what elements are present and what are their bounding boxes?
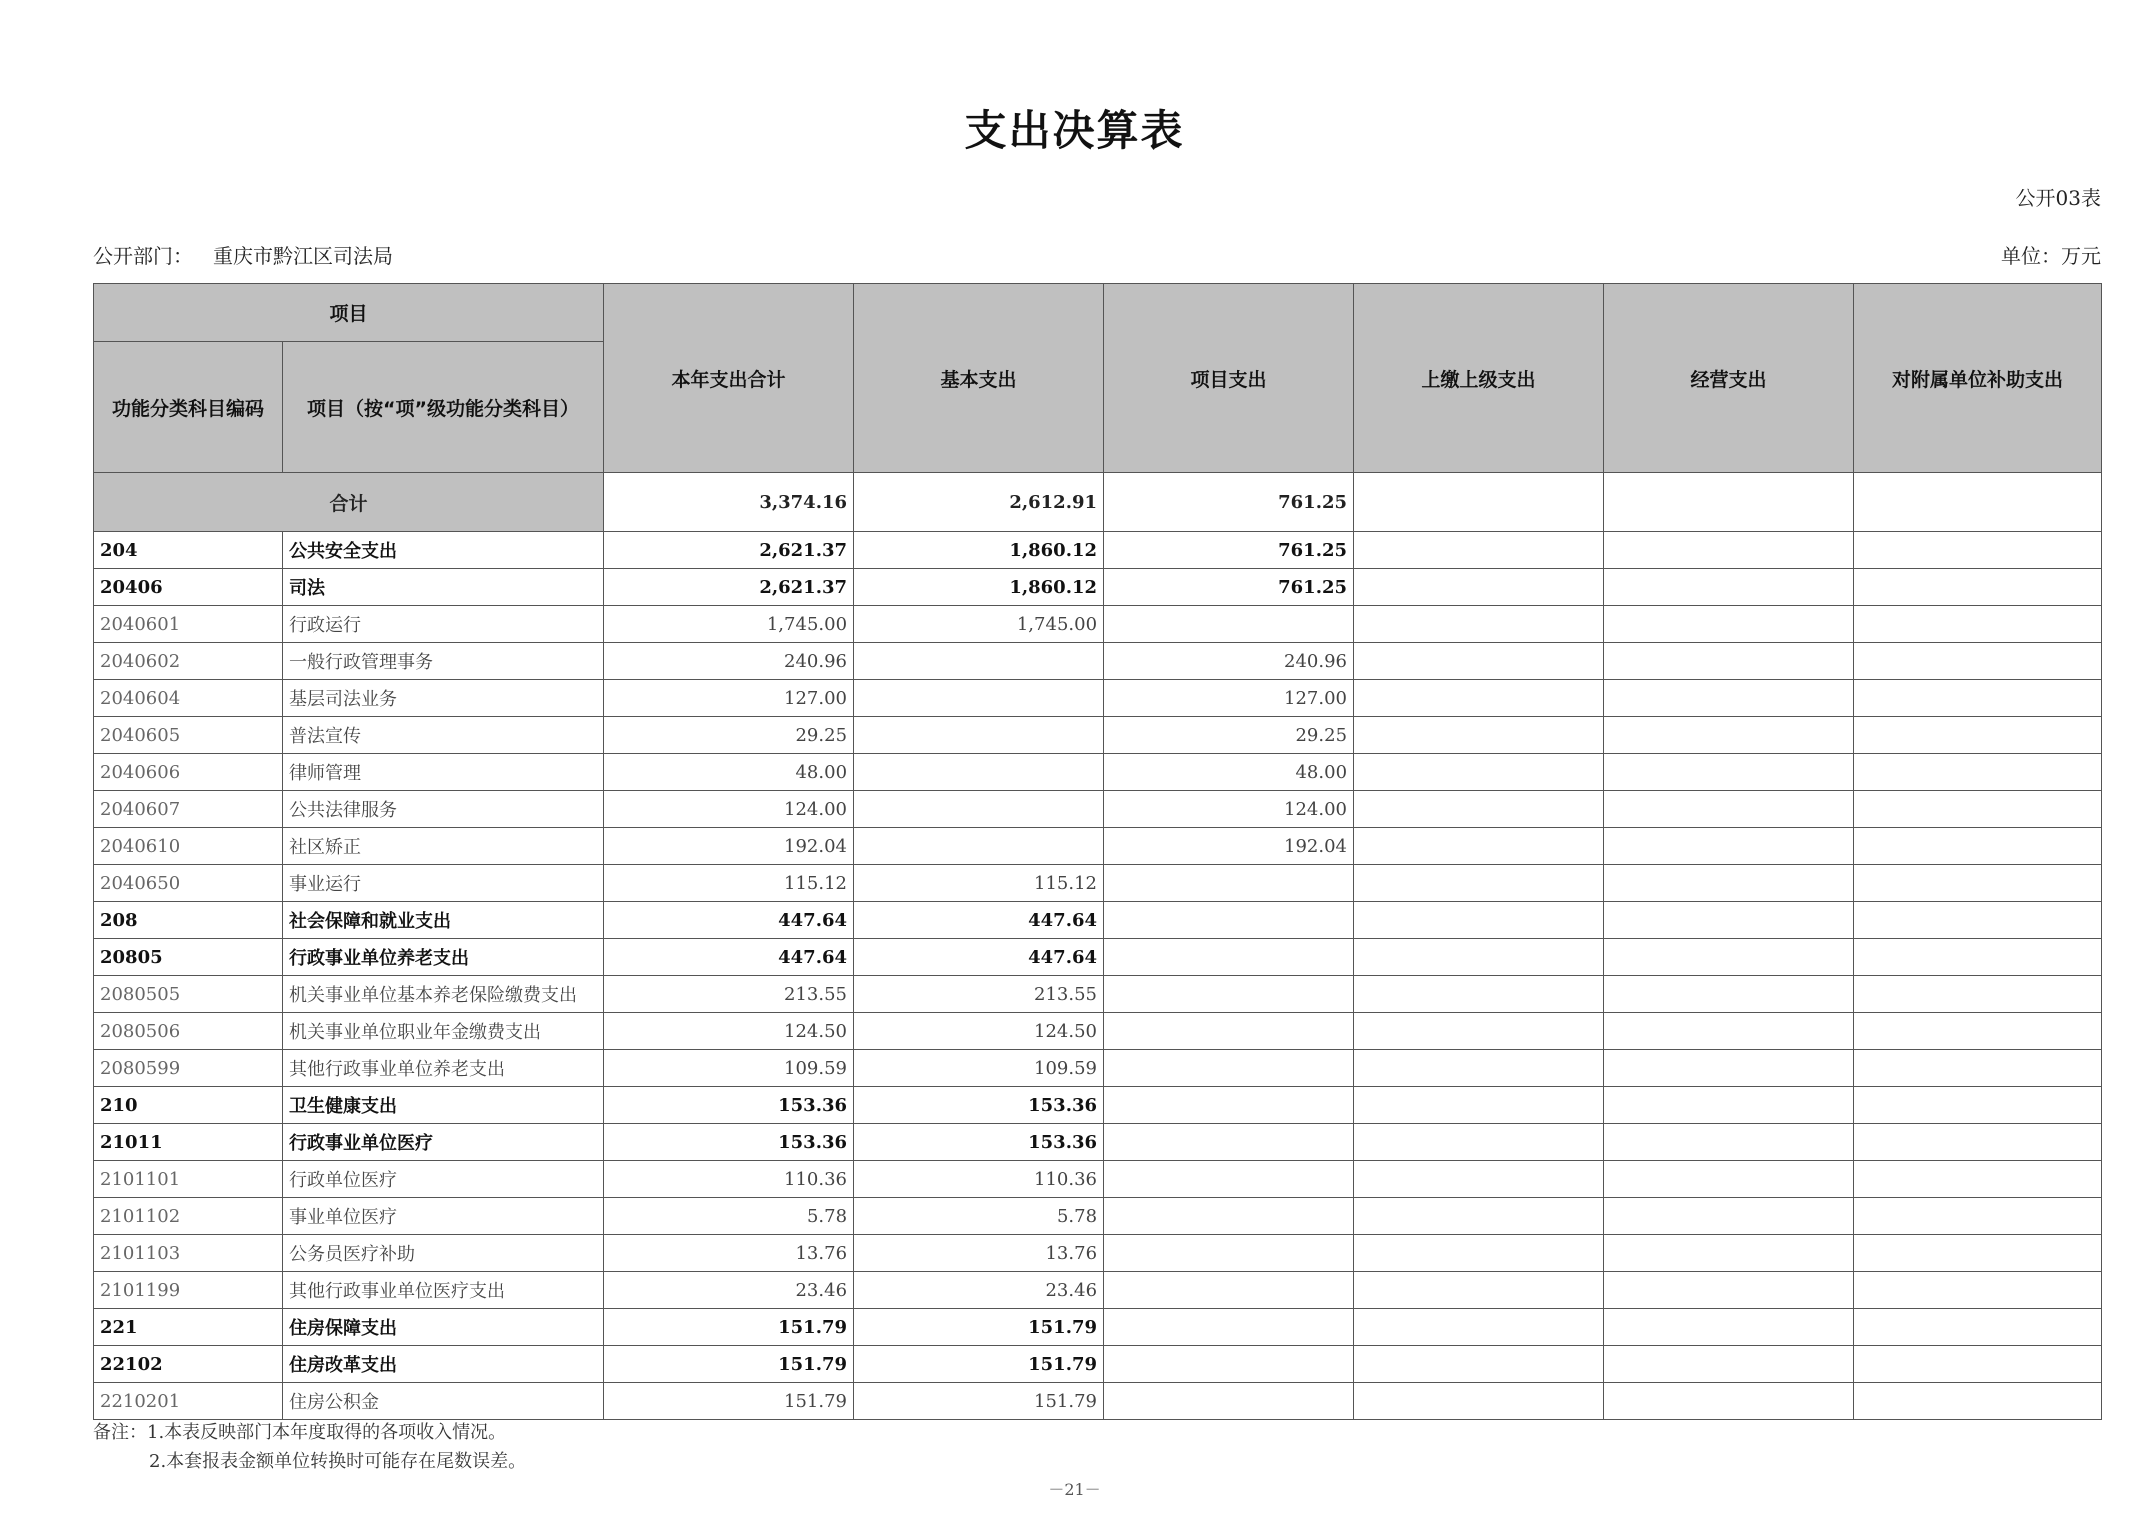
table-row xyxy=(94,939,2102,976)
row-upper-payment xyxy=(1354,865,1604,902)
row-name: 一般行政管理事务 xyxy=(283,643,604,680)
row-name: 普法宣传 xyxy=(283,717,604,754)
row-total: 151.79 xyxy=(604,1346,854,1383)
row-code: 20805 xyxy=(94,939,283,976)
row-upper-payment xyxy=(1354,1013,1604,1050)
row-name: 机关事业单位职业年金缴费支出 xyxy=(283,1013,604,1050)
row-project-expenditure xyxy=(1104,1272,1354,1309)
row-code: 2040601 xyxy=(94,606,283,643)
row-basic: 213.55 xyxy=(854,976,1104,1013)
row-upper-payment xyxy=(1354,1161,1604,1198)
row-project-expenditure xyxy=(1104,606,1354,643)
row-subsidy xyxy=(1854,828,2102,865)
header-project-expenditure: 项目支出 xyxy=(1104,284,1354,473)
row-total: 13.76 xyxy=(604,1235,854,1272)
row-business xyxy=(1604,1383,1854,1420)
table-row xyxy=(94,606,2102,643)
row-business xyxy=(1604,1235,1854,1272)
row-basic: 1,745.00 xyxy=(854,606,1104,643)
row-basic: 153.36 xyxy=(854,1124,1104,1161)
row-name: 社区矫正 xyxy=(283,828,604,865)
form-number: 公开03表 xyxy=(2015,186,2101,210)
row-project-expenditure xyxy=(1104,1235,1354,1272)
row-name: 卫生健康支出 xyxy=(283,1087,604,1124)
row-total: 124.50 xyxy=(604,1013,854,1050)
row-subsidy xyxy=(1854,1235,2102,1272)
row-code: 2040605 xyxy=(94,717,283,754)
row-basic xyxy=(854,791,1104,828)
row-upper-payment xyxy=(1354,902,1604,939)
row-total: 447.64 xyxy=(604,939,854,976)
row-project-expenditure xyxy=(1104,939,1354,976)
row-code: 2101101 xyxy=(94,1161,283,1198)
row-project-expenditure xyxy=(1104,976,1354,1013)
table-row xyxy=(94,754,2102,791)
row-total: 2,621.37 xyxy=(604,532,854,569)
table-row xyxy=(94,1161,2102,1198)
row-total: 110.36 xyxy=(604,1161,854,1198)
row-basic: 151.79 xyxy=(854,1309,1104,1346)
header-project: 项目 xyxy=(94,284,604,342)
row-name: 行政运行 xyxy=(283,606,604,643)
row-basic: 110.36 xyxy=(854,1161,1104,1198)
notes xyxy=(93,1418,526,1476)
row-basic: 23.46 xyxy=(854,1272,1104,1309)
row-business xyxy=(1604,1124,1854,1161)
row-basic xyxy=(854,680,1104,717)
table-row xyxy=(94,1346,2102,1383)
row-total: 240.96 xyxy=(604,643,854,680)
row-upper-payment xyxy=(1354,1198,1604,1235)
row-basic: 5.78 xyxy=(854,1198,1104,1235)
row-business xyxy=(1604,828,1854,865)
row-subsidy xyxy=(1854,1013,2102,1050)
row-business xyxy=(1604,1050,1854,1087)
row-subsidy xyxy=(1854,939,2102,976)
row-total: 213.55 xyxy=(604,976,854,1013)
department-label: 公开部门： xyxy=(93,244,193,268)
row-project-expenditure xyxy=(1104,1087,1354,1124)
department-name: 重庆市黔江区司法局 xyxy=(213,244,393,268)
row-basic: 13.76 xyxy=(854,1235,1104,1272)
row-name: 司法 xyxy=(283,569,604,606)
row-project-expenditure: 761.25 xyxy=(1104,569,1354,606)
row-total: 151.79 xyxy=(604,1383,854,1420)
row-name: 公务员医疗补助 xyxy=(283,1235,604,1272)
row-business xyxy=(1604,1161,1854,1198)
row-name: 行政单位医疗 xyxy=(283,1161,604,1198)
row-basic xyxy=(854,717,1104,754)
row-subsidy xyxy=(1854,569,2102,606)
header-row-1 xyxy=(94,284,2102,342)
row-project-expenditure: 48.00 xyxy=(1104,754,1354,791)
row-business xyxy=(1604,1087,1854,1124)
header-subsidy: 对附属单位补助支出 xyxy=(1854,284,2102,473)
row-subsidy xyxy=(1854,1087,2102,1124)
table-row xyxy=(94,791,2102,828)
row-basic: 1,860.12 xyxy=(854,532,1104,569)
table-row xyxy=(94,680,2102,717)
row-business xyxy=(1604,976,1854,1013)
row-code: 2040604 xyxy=(94,680,283,717)
row-subsidy xyxy=(1854,902,2102,939)
row-upper-payment xyxy=(1354,717,1604,754)
row-business xyxy=(1604,865,1854,902)
row-project-expenditure xyxy=(1104,1383,1354,1420)
total-total: 3,374.16 xyxy=(604,473,854,532)
total-project-expenditure: 761.25 xyxy=(1104,473,1354,532)
row-basic xyxy=(854,643,1104,680)
row-upper-payment xyxy=(1354,754,1604,791)
row-subsidy xyxy=(1854,680,2102,717)
row-business xyxy=(1604,532,1854,569)
row-upper-payment xyxy=(1354,939,1604,976)
row-code: 2040610 xyxy=(94,828,283,865)
row-code: 204 xyxy=(94,532,283,569)
total-subsidy xyxy=(1854,473,2102,532)
expenditure-table xyxy=(93,283,2102,1420)
row-business xyxy=(1604,791,1854,828)
header-total: 本年支出合计 xyxy=(604,284,854,473)
row-code: 2210201 xyxy=(94,1383,283,1420)
row-upper-payment xyxy=(1354,1050,1604,1087)
note-2: 2.本套报表金额单位转换时可能存在尾数误差。 xyxy=(149,1451,527,1472)
row-subsidy xyxy=(1854,717,2102,754)
note-1: 备注：1.本表反映部门本年度取得的各项收入情况。 xyxy=(93,1422,507,1443)
row-subsidy xyxy=(1854,1124,2102,1161)
row-project-expenditure: 127.00 xyxy=(1104,680,1354,717)
row-basic: 447.64 xyxy=(854,939,1104,976)
row-name: 住房保障支出 xyxy=(283,1309,604,1346)
row-code: 2101103 xyxy=(94,1235,283,1272)
row-upper-payment xyxy=(1354,828,1604,865)
row-subsidy xyxy=(1854,1198,2102,1235)
row-subsidy xyxy=(1854,643,2102,680)
row-name: 住房公积金 xyxy=(283,1383,604,1420)
row-upper-payment xyxy=(1354,1235,1604,1272)
total-label: 合计 xyxy=(94,473,604,532)
row-project-expenditure xyxy=(1104,1124,1354,1161)
row-project-expenditure xyxy=(1104,1309,1354,1346)
row-upper-payment xyxy=(1354,532,1604,569)
total-basic: 2,612.91 xyxy=(854,473,1104,532)
row-code: 20406 xyxy=(94,569,283,606)
row-code: 22102 xyxy=(94,1346,283,1383)
row-name: 行政事业单位医疗 xyxy=(283,1124,604,1161)
row-subsidy xyxy=(1854,1309,2102,1346)
row-total: 48.00 xyxy=(604,754,854,791)
row-subsidy xyxy=(1854,1050,2102,1087)
row-total: 2,621.37 xyxy=(604,569,854,606)
row-subsidy xyxy=(1854,976,2102,1013)
row-basic: 109.59 xyxy=(854,1050,1104,1087)
row-subsidy xyxy=(1854,754,2102,791)
row-total: 29.25 xyxy=(604,717,854,754)
row-basic: 153.36 xyxy=(854,1087,1104,1124)
table-row xyxy=(94,1050,2102,1087)
row-subsidy xyxy=(1854,1161,2102,1198)
row-basic: 124.50 xyxy=(854,1013,1104,1050)
table-row xyxy=(94,717,2102,754)
table-row xyxy=(94,828,2102,865)
row-upper-payment xyxy=(1354,791,1604,828)
row-total: 23.46 xyxy=(604,1272,854,1309)
table-row xyxy=(94,643,2102,680)
page-number: －21－ xyxy=(1048,1480,1101,1499)
row-business xyxy=(1604,569,1854,606)
table-row xyxy=(94,1309,2102,1346)
row-upper-payment xyxy=(1354,1346,1604,1383)
total-upper-payment xyxy=(1354,473,1604,532)
row-name: 公共法律服务 xyxy=(283,791,604,828)
row-name: 社会保障和就业支出 xyxy=(283,902,604,939)
row-business xyxy=(1604,1309,1854,1346)
row-name: 其他行政事业单位医疗支出 xyxy=(283,1272,604,1309)
row-project-expenditure xyxy=(1104,1346,1354,1383)
row-name: 事业单位医疗 xyxy=(283,1198,604,1235)
header-business: 经营支出 xyxy=(1604,284,1854,473)
row-name: 公共安全支出 xyxy=(283,532,604,569)
table-row xyxy=(94,1087,2102,1124)
row-total: 127.00 xyxy=(604,680,854,717)
row-total: 124.00 xyxy=(604,791,854,828)
row-upper-payment xyxy=(1354,1383,1604,1420)
row-business xyxy=(1604,902,1854,939)
row-code: 208 xyxy=(94,902,283,939)
row-name: 机关事业单位基本养老保险缴费支出 xyxy=(283,976,604,1013)
row-project-expenditure xyxy=(1104,1161,1354,1198)
row-project-expenditure xyxy=(1104,902,1354,939)
header-upper-payment: 上缴上级支出 xyxy=(1354,284,1604,473)
row-basic: 151.79 xyxy=(854,1383,1104,1420)
row-business xyxy=(1604,754,1854,791)
row-upper-payment xyxy=(1354,1124,1604,1161)
row-upper-payment xyxy=(1354,569,1604,606)
row-business xyxy=(1604,1198,1854,1235)
row-total: 109.59 xyxy=(604,1050,854,1087)
row-business xyxy=(1604,939,1854,976)
row-basic: 151.79 xyxy=(854,1346,1104,1383)
row-business xyxy=(1604,1346,1854,1383)
row-subsidy xyxy=(1854,791,2102,828)
row-business xyxy=(1604,643,1854,680)
row-upper-payment xyxy=(1354,1272,1604,1309)
total-business xyxy=(1604,473,1854,532)
row-total: 115.12 xyxy=(604,865,854,902)
row-code: 21011 xyxy=(94,1124,283,1161)
row-business xyxy=(1604,717,1854,754)
row-code: 2080505 xyxy=(94,976,283,1013)
row-name: 住房改革支出 xyxy=(283,1346,604,1383)
row-total: 153.36 xyxy=(604,1087,854,1124)
row-upper-payment xyxy=(1354,1087,1604,1124)
table-row xyxy=(94,569,2102,606)
table-row xyxy=(94,1013,2102,1050)
row-total: 1,745.00 xyxy=(604,606,854,643)
table-row xyxy=(94,902,2102,939)
row-basic: 115.12 xyxy=(854,865,1104,902)
row-total: 151.79 xyxy=(604,1309,854,1346)
row-code: 2101102 xyxy=(94,1198,283,1235)
row-project-expenditure: 124.00 xyxy=(1104,791,1354,828)
table-row xyxy=(94,532,2102,569)
header-name: 项目（按“项”级功能分类科目） xyxy=(283,342,604,473)
page-title: 支出决算表 xyxy=(964,106,1185,155)
row-code: 2101199 xyxy=(94,1272,283,1309)
row-upper-payment xyxy=(1354,643,1604,680)
row-project-expenditure: 761.25 xyxy=(1104,532,1354,569)
table-row xyxy=(94,865,2102,902)
row-name: 律师管理 xyxy=(283,754,604,791)
row-project-expenditure xyxy=(1104,1050,1354,1087)
row-basic xyxy=(854,828,1104,865)
table-row xyxy=(94,1383,2102,1420)
unit-label: 单位：万元 xyxy=(2001,244,2101,268)
row-code: 2040602 xyxy=(94,643,283,680)
row-business xyxy=(1604,680,1854,717)
table-row xyxy=(94,1124,2102,1161)
row-total: 153.36 xyxy=(604,1124,854,1161)
row-business xyxy=(1604,606,1854,643)
row-name: 其他行政事业单位养老支出 xyxy=(283,1050,604,1087)
row-subsidy xyxy=(1854,1346,2102,1383)
row-subsidy xyxy=(1854,1383,2102,1420)
row-project-expenditure: 29.25 xyxy=(1104,717,1354,754)
department-line xyxy=(93,240,393,269)
row-upper-payment xyxy=(1354,976,1604,1013)
row-subsidy xyxy=(1854,606,2102,643)
row-code: 2040607 xyxy=(94,791,283,828)
row-project-expenditure xyxy=(1104,1013,1354,1050)
row-subsidy xyxy=(1854,1272,2102,1309)
row-code: 2080506 xyxy=(94,1013,283,1050)
row-code: 2080599 xyxy=(94,1050,283,1087)
table-row xyxy=(94,1272,2102,1309)
table-row xyxy=(94,1198,2102,1235)
row-total: 5.78 xyxy=(604,1198,854,1235)
row-basic: 1,860.12 xyxy=(854,569,1104,606)
table-row xyxy=(94,1235,2102,1272)
row-project-expenditure: 192.04 xyxy=(1104,828,1354,865)
header-basic: 基本支出 xyxy=(854,284,1104,473)
row-basic: 447.64 xyxy=(854,902,1104,939)
row-name: 事业运行 xyxy=(283,865,604,902)
row-total: 192.04 xyxy=(604,828,854,865)
row-upper-payment xyxy=(1354,606,1604,643)
row-code: 210 xyxy=(94,1087,283,1124)
row-name: 基层司法业务 xyxy=(283,680,604,717)
row-project-expenditure xyxy=(1104,865,1354,902)
row-business xyxy=(1604,1272,1854,1309)
row-total: 447.64 xyxy=(604,902,854,939)
row-code: 2040606 xyxy=(94,754,283,791)
row-code: 221 xyxy=(94,1309,283,1346)
table-row xyxy=(94,976,2102,1013)
row-basic xyxy=(854,754,1104,791)
row-project-expenditure: 240.96 xyxy=(1104,643,1354,680)
header-code: 功能分类科目编码 xyxy=(94,342,283,473)
row-upper-payment xyxy=(1354,1309,1604,1346)
row-subsidy xyxy=(1854,865,2102,902)
row-name: 行政事业单位养老支出 xyxy=(283,939,604,976)
row-business xyxy=(1604,1013,1854,1050)
row-subsidy xyxy=(1854,532,2102,569)
row-project-expenditure xyxy=(1104,1198,1354,1235)
total-row xyxy=(94,473,2102,532)
row-code: 2040650 xyxy=(94,865,283,902)
row-upper-payment xyxy=(1354,680,1604,717)
